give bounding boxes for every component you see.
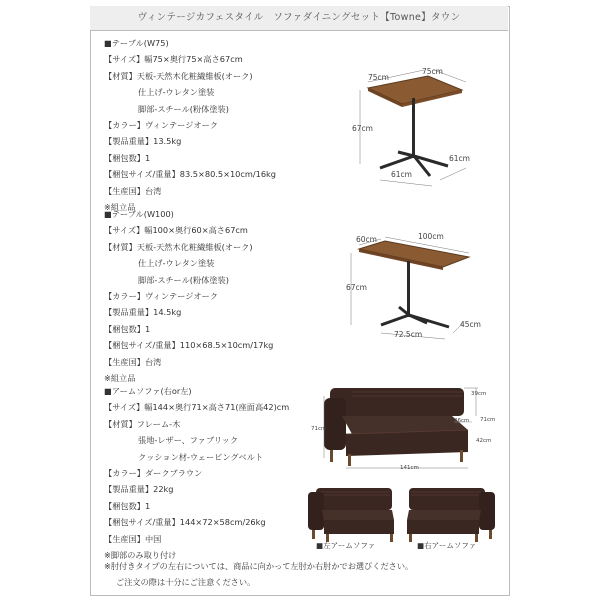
table100-material2: 仕上げ-ウレタン塗装 (138, 258, 215, 269)
table75-material2: 仕上げ-ウレタン塗装 (138, 87, 215, 98)
table75-material: 【材質】天板-天然木化粧繊維板(オーク) (104, 70, 253, 81)
left-arm-sofa-image (306, 484, 398, 542)
sofa-depth-label: 71cm (480, 417, 496, 423)
table75-pack-size: 【梱包サイズ/重量】83.5×80.5×10cm/16kg (104, 169, 276, 180)
sofa-width-label: 141cm (400, 465, 419, 471)
table100-depth-label: 60cm (356, 235, 377, 244)
table100-size: 【サイズ】幅100×奥行60×高さ67cm (104, 225, 248, 236)
table100-pack-size: 【梱包サイズ/重量】110×68.5×10cm/17kg (104, 340, 274, 351)
table100-base-w-label: 72.5cm (394, 330, 423, 339)
note-line-1: ※肘付きタイプの左右については、商品に向かって左肘か右肘かでお選びください。 (104, 561, 414, 571)
sofa-origin: 【生産国】中国 (104, 533, 162, 544)
table75-origin: 【生産国】台湾 (104, 185, 162, 196)
table100-width-label: 100cm (418, 232, 444, 241)
table75-packages: 【梱包数】1 (104, 152, 151, 163)
right-arm-sofa-image (405, 484, 497, 542)
right-arm-sofa-caption: ■右アームソファ (417, 541, 477, 550)
table75-height-label: 67cm (352, 124, 373, 133)
sofa-weight: 【製品重量】22kg (104, 484, 174, 495)
table100-spec (104, 206, 273, 386)
table75-material3: 脚部-スチール(粉体塗装) (138, 103, 229, 114)
sofa-title: ■アームソファ(右or左) (104, 386, 192, 396)
table75-base-w-label: 61cm (391, 170, 412, 179)
sofa-seat-label: 42cm (476, 438, 492, 444)
table75-depth-label: 75cm (368, 73, 389, 82)
table100-packages: 【梱包数】1 (104, 323, 151, 334)
page-title: ヴィンテージカフェスタイル ソファダイニングセット【Towne】タウン (90, 6, 508, 31)
sofa-material3: クッション材-ウェービングベルト (138, 451, 264, 462)
table75-weight: 【製品重量】13.5kg (104, 136, 182, 147)
sofa-size: 【サイズ】幅144×奥行71×高さ71(座面高42)cm (104, 402, 290, 413)
table100-height-label: 67cm (346, 283, 367, 292)
note-line-2: ご注文の際は十分にご注意ください。 (116, 577, 256, 587)
sofa-height-label: 71cm (311, 426, 327, 432)
table100-weight: 【製品重量】14.5kg (104, 307, 182, 318)
sofa-assembly: ※脚部のみ取り付け (104, 549, 177, 560)
table75-width-label: 75cm (422, 67, 443, 76)
table75-assembly: ※組立品 (104, 201, 136, 212)
table75-title: ■テーブル(W75) (104, 38, 169, 48)
table75-spec (104, 35, 276, 215)
table75-base-d-label: 61cm (449, 154, 470, 163)
sofa-illustration (322, 382, 492, 472)
table75-size: 【サイズ】幅75×奥行75×高さ67cm (104, 54, 243, 65)
table100-material: 【材質】天板-天然木化粧繊維板(オーク) (104, 241, 253, 252)
table75-color: 【カラー】ヴィンテージオーク (104, 119, 218, 130)
armrest-note (104, 558, 413, 590)
table100-origin: 【生産国】台湾 (104, 356, 162, 367)
sofa-packages: 【梱包数】1 (104, 500, 151, 511)
sofa-pack-size: 【梱包サイズ/重量】144×72×58cm/26kg (104, 517, 266, 528)
left-arm-sofa-caption: ■左アームソファ (316, 541, 376, 550)
sofa-color: 【カラー】ダークブラウン (104, 467, 203, 478)
sofa-arm-depth-label: 46cm (454, 418, 470, 424)
sofa-spec (104, 383, 289, 563)
sofa-material: 【材質】フレーム-木 (104, 418, 181, 429)
table100-material3: 脚部-スチール(粉体塗装) (138, 274, 229, 285)
table100-assembly: ※組立品 (104, 372, 136, 383)
sofa-back-label: 39cm (471, 391, 487, 397)
table100-color: 【カラー】ヴィンテージオーク (104, 290, 218, 301)
sofa-material2: 張地-レザー、ファブリック (138, 435, 239, 446)
table100-title: ■テーブル(W100) (104, 209, 174, 219)
table100-base-d-label: 45cm (460, 320, 481, 329)
